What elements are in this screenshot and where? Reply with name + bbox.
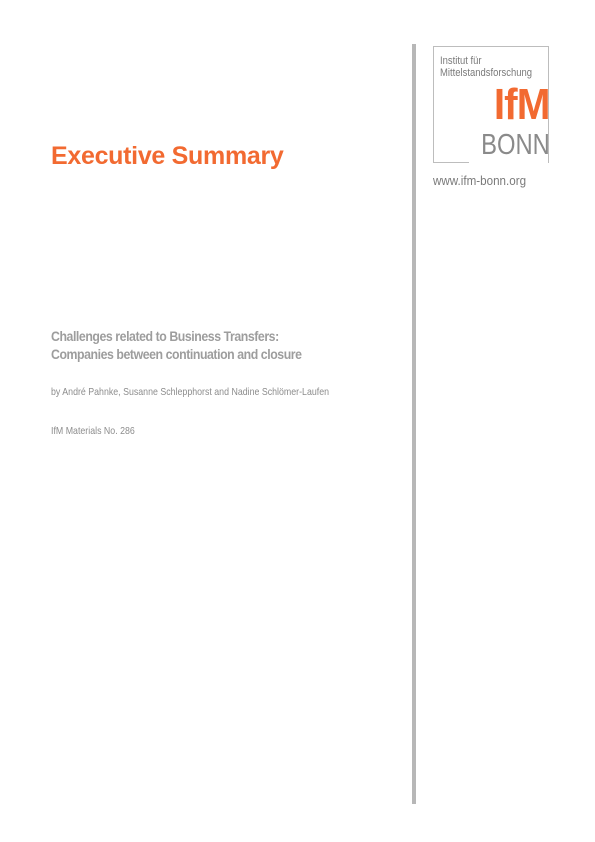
authors-line: by André Pahnke, Susanne Schlepphorst and Nadine Schlömer-Laufen [51, 386, 330, 398]
website-url[interactable]: www.ifm-bonn.org [433, 174, 527, 188]
logo-institute-line-1: Institut für [440, 55, 482, 67]
title-line-1: Challenges related to Business Transfers: [51, 328, 279, 344]
logo-institute-line-2: Mittelstandsforschung [440, 67, 533, 79]
executive-summary-heading: Executive Summary [51, 142, 284, 170]
logo-institute-name [440, 55, 532, 79]
vertical-divider [412, 44, 416, 804]
logo-city: BONN [481, 129, 550, 161]
ifm-logo [433, 46, 549, 163]
document-title [51, 327, 302, 363]
title-line-2: Companies between continuation and closure [51, 346, 302, 362]
series-number: IfM Materials No. 286 [51, 425, 135, 437]
logo-mark: IfM [494, 80, 550, 129]
